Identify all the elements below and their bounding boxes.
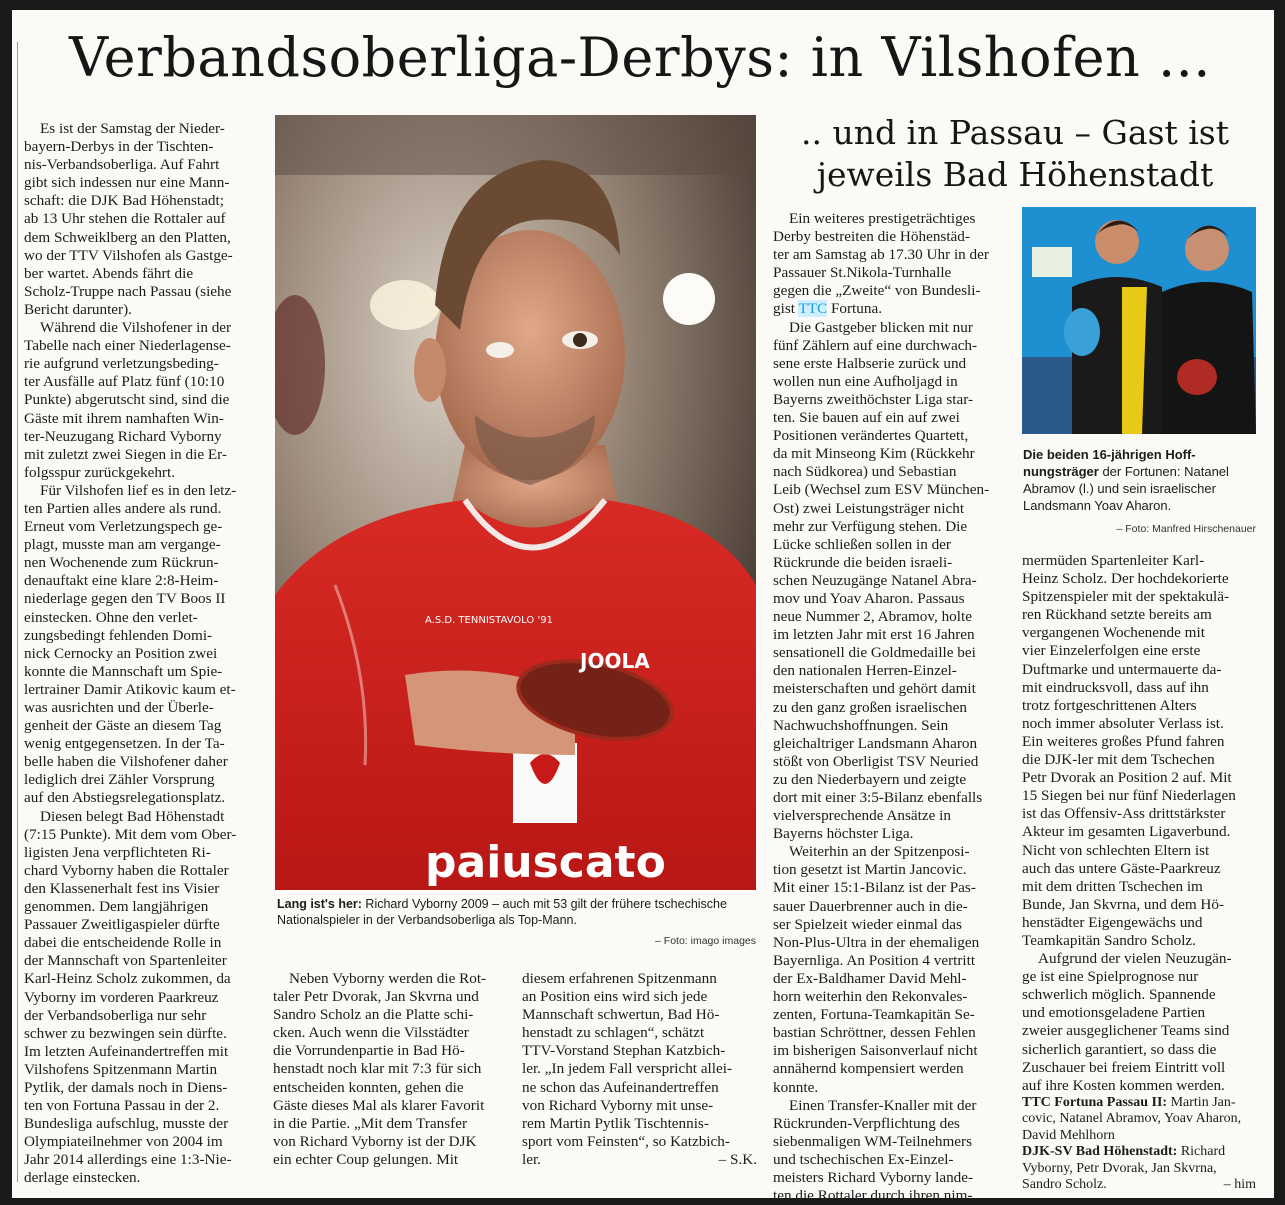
paragraph-end: gist	[773, 300, 799, 318]
caption-text: der Fortunen: Natanel Abramov (l.) und sein israelischer Landsmann Yoav Aharon.	[1023, 464, 1229, 513]
author-signature: – him	[1223, 1177, 1256, 1193]
sponsor-logo-text: JOOLA	[580, 649, 650, 673]
photo-credit: – Foto: Manfred Hirschenauer	[1116, 523, 1256, 535]
paragraph: mermüden Spartenleiter Karl- Heinz Scholz. Der hochdekorierte Spitzenspieler mit der spektakulä- ren Rückhand setzte bereits am vergangenen Wochenende mit vier Einzelerfolgen eine erste Duftmarke und untermauerte da- mit eindrucksvoll, dass auf ihn trotz fortgeschrittenen Alters noch immer absoluter Verlass ist. Ein weiteres großes Pfund fahren die DJK-ler mit dem Tschechen Petr Dvorak an Position 2 auf. Mit 15 Siegen bei nur fünf Niederlagen ist das Offensiv-Ass drittstärkster Akteur im gesamten Ligaverbund. Nicht von schlechten Eltern ist auch das untere Gäste-Paarkreuz mit dem dritten Tschechen im Bunde, Jan Skvrna, und dem Hö- henstädter Eigengewächs und Teamkapitän Sandro Scholz.	[1022, 552, 1236, 949]
column-rule	[17, 42, 18, 1182]
left-article-col3	[522, 970, 757, 1169]
paragraph-end-2: Fortuna.	[827, 300, 882, 318]
author-signature: – S.K.	[718, 1151, 757, 1169]
paragraph: Während die Vilshofener in der Tabelle nach einer Niederlagense- rie aufgrund verletzungsbeding- ter Ausfälle auf Platz fünf (10:10 Punkte) abgerutscht sind, sind die Gäste mit ihrem namhaften Win- ter-Neuzugang Richard Vyborny mit zuletzt zwei Siegen in die Er- folgsspur zurückgekehrt.	[24, 319, 232, 481]
two-players-image	[1022, 207, 1256, 434]
paragraph: Für Vilshofen lief es in den letz- ten Partien alles andere als rund. Erneut vom Verletzungspech ge- plagt, musste man am vergange- nen Wochenende zum Rückrun- denauftakt eine klare 2:8-Heim- niederlage gegen den TV Boos II einstecken. Ohne den verlet- zungsbedingt fehlenden Domi- nick Cernocky an Position zwei konnte die Mannschaft um Spie- lertrainer Damir Atikovic kaum et- was ausrichten und der Überle- genheit der Gäste an diesem Tag wenig entgegensetzen. In der Ta- belle haben die Vilshofener daher lediglich drei Zähler Vorsprung auf den Abstiegsrelegationsplatz.	[24, 481, 237, 807]
paragraph-text: Ein weiteres prestigeträchtiges Derby bestreiten die Höhenstäd- ter am Samstag ab 17.30 Uhr in der Passauer St.Nikola-Turnhalle gegen die „Zweite“ von Bundesli-	[773, 210, 989, 300]
roster-team: DJK-SV Bad Höhenstadt:	[1022, 1144, 1178, 1160]
paragraph: Einen Transfer-Knaller mit der Rückrunden-Verpflichtung des siebenmaligen WM-Teilnehmers und tschechischen Ex-Einzel- meisters Richard Vyborny lande- ten die Rottaler durch ihren nim-	[773, 1096, 977, 1205]
paragraph: Aufgrund der vielen Neuzugän- ge ist eine Spielprognose nur schwerlich möglich. Spannende und emotionsgeladene Partien zweier ausgeglichener Teams sind sicherlich garantiert, so dass die Zuschauer bei freiem Eintritt voll auf ihre Kosten kommen werden.	[1022, 950, 1232, 1094]
highlighted-term[interactable]: TTC	[798, 300, 828, 318]
left-article-col1	[24, 120, 258, 1188]
paragraph: diesem erfahrenen Spitzenmann an Position eins wird sich jede Mannschaft schwertun, Bad Hö- henstadt zu schlagen“, schätzt TTV-Vorstand Stephan Katzbich- ler. „In jedem Fall verspricht allei- ne schon das Aufeinandertreffen von Richard Vyborny mit unse- rem Martin Pytlik Tischtennis- sport vom Feinsten“, so Katzbich- ler.	[522, 970, 733, 1168]
paragraph: Die Gastgeber blicken mit nur fünf Zählern auf eine durchwach- sene erste Halbserie zurück und wollen nun eine Aufholjagd in Bayerns zweithöchster Liga star- ten. Sie bauen auf ein auf zwei Positionen verändertes Quartett, da mit Minseong Kim (Rückkehr nach Südkorea) und Sebastian Leib (Wechsel zum ESV München- Ost) zwei Leistungsträger nicht mehr zur Verfügung stehen. Die Lücke schließen sollen in der Rückrunde die beiden israeli- schen Neuzugänge Natanel Abra- mov und Yoav Aharon. Passaus neue Nummer 2, Abramov, holte im letzten Jahr mit erst 16 Jahren sensationell die Goldmedaille bei den nationalen Herren-Einzel- meisterschaften und gehört damit zu den ganz großen israelischen Nachwuchshoffnungen. Sein gleichaltriger Landsmann Aharon stößt von Oberligist TSV Neuried zu den Niederbayern und zeigte dort mit einer 3:5-Bilanz ebenfalls vielversprechende Ansätze in Bayerns höchster Liga.	[773, 318, 990, 843]
roster-team: TTC Fortuna Passau II:	[1022, 1094, 1168, 1110]
roster-home	[1022, 1095, 1256, 1145]
photo-caption	[1023, 446, 1256, 514]
table-tennis-player-image	[275, 115, 756, 890]
paragraph: Es ist der Samstag der Nieder- bayern-Derbys in der Tischten- nis-Verbandsoberliga. Auf Fahrt gibt sich indessen nur eine Mann- schaft: die DJK Bad Höhenstadt; ab 13 Uhr stehen die Rottaler auf dem Schweiklberg an den Platten, wo der TTV Vilshofen als Gastge- ber wartet. Abends fährt die Scholz-Truppe nach Passau (siehe Bericht darunter).	[24, 120, 233, 318]
left-article-col2	[273, 970, 508, 1169]
paragraph: Neben Vyborny werden die Rot- taler Petr Dvorak, Jan Skvrna und Sandro Scholz an die Platte schi- cken. Auch wenn die Vilsstädter die Vorrundenpartie in Bad Hö- henstadt noch klar mit 7:3 für sich entscheiden konnten, gehen die Gäste dieses Mal als klarer Favorit in die Partie. „Mit dem Transfer von Richard Vyborny ist der DJK ein echter Coup gelungen. Mit	[273, 970, 487, 1168]
paragraph: Diesen belegt Bad Höhenstadt (7:15 Punkte). Mit dem vom Ober- ligisten Jena verpflichteten Ri- chard Vyborny haben die Rottaler den Klassenerhalt fest ins Visier genommen. Dem langjährigen Passauer Zweitligaspieler dürfte dabei die entscheidende Rolle in der Mannschaft von Spartenleiter Karl-Heinz Scholz zukommen, da Vyborny im vorderen Paarkreuz der Verbandsoberliga nur sehr schwer zu bezwingen sein dürfte. Im letzten Aufeinandertreffen mit Vilshofens Spitzenmann Martin Pytlik, der damals noch in Diens- ten von Fortuna Passau in der 2. Bundesliga aufschlug, musste der Olympiateilnehmer von 2004 im Jahr 2014 allerdings eine 1:3-Nie- derlage einstecken.	[24, 807, 237, 1187]
caption-lead: Lang ist's her:	[277, 897, 362, 911]
right-article-colB	[1022, 552, 1256, 1194]
photo-credit: – Foto: imago images	[655, 935, 756, 947]
crest-text: A.S.D. TENNISTAVOLO '91	[425, 615, 553, 626]
roster-players: Richard Vyborny, Petr Dvorak, Jan Skvrna, Sandro Scholz.	[1022, 1144, 1226, 1193]
shirt-sponsor-text: paiuscato	[425, 837, 666, 888]
headline: Verbandsoberliga-Derbys: in Vilshofen ...	[69, 26, 1211, 89]
vyborny-photo	[275, 115, 756, 890]
roster-players: Martin Jan- covic, Natanel Abramov, Yoav Aharon, David Mehlhorn	[1022, 1094, 1242, 1143]
roster-away	[1022, 1144, 1256, 1194]
caption-text: Richard Vyborny 2009 – auch mit 53 gilt der frühere tschechische Nationalspieler in der Verbandsoberliga als Top-Mann.	[277, 897, 727, 927]
caption-lead: Die beiden 16-jährigen Hoff- nungsträger	[1023, 447, 1196, 479]
paragraph	[773, 210, 1007, 319]
youth-players-photo	[1022, 207, 1256, 434]
photo-caption	[277, 897, 757, 928]
paragraph: Weiterhin an der Spitzenposi- tion gesetzt ist Martin Jancovic. Mit einer 15:1-Bilanz ist der Pas- sauer Dauerbrenner auch in die- ser Spielzeit wieder einmal das Non-Plus-Ultra in der ehemaligen Bayernliga. An Position 4 vertritt der Ex-Baldhamer David Mehl- horn weiterhin den Rekonvales- zenten, Fortuna-Teamkapitän Se- bastian Schröttner, dessen Fehlen im bisherigen Saisonverlauf nicht annähernd kompensiert werden konnte.	[773, 843, 980, 1096]
right-article-colA	[773, 210, 1007, 1205]
subheadline: .. und in Passau – Gast ist jeweils Bad Höhenstadt	[800, 113, 1230, 194]
